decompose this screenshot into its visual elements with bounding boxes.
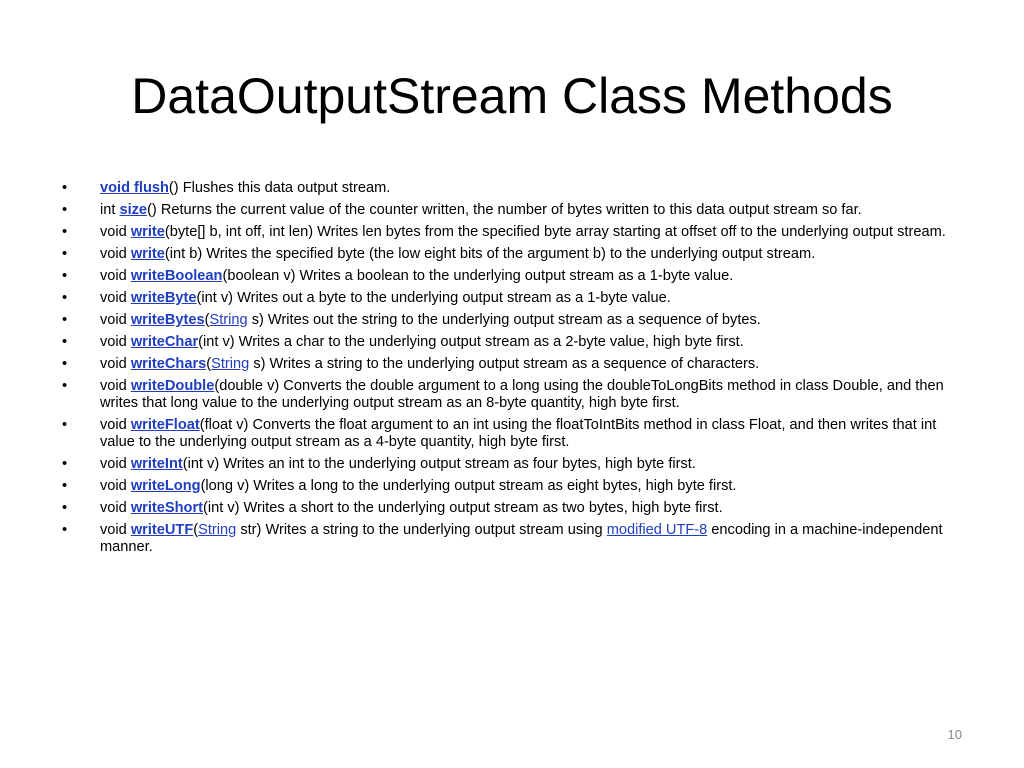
method-description: (boolean v) Writes a boolean to the underlying output stream as a 1-byte value. — [222, 268, 734, 284]
method-description: (int v) Writes a short to the underlying output stream as two bytes, high byte first. — [203, 500, 723, 516]
method-list — [62, 180, 967, 561]
return-type: void — [100, 478, 131, 494]
method-description: s) Writes a string to the underlying output stream as a sequence of characters. — [249, 356, 760, 372]
string-class-link[interactable]: String — [211, 356, 250, 372]
bullet-icon: • — [62, 246, 68, 262]
page-number: 10 — [947, 727, 962, 742]
list-item — [62, 522, 967, 556]
return-type: void — [100, 268, 131, 284]
list-item — [62, 246, 967, 263]
bullet-icon: • — [62, 202, 68, 218]
list-item — [62, 202, 967, 219]
method-link-size[interactable]: size — [119, 202, 148, 218]
return-type: void — [100, 356, 131, 372]
paren: ( — [206, 356, 212, 372]
method-link-writeshort[interactable]: writeShort — [130, 500, 203, 516]
bullet-icon: • — [62, 224, 68, 240]
bullet-icon: • — [62, 456, 68, 472]
paren: ( — [204, 312, 210, 328]
method-description: (int v) Writes out a byte to the underlying output stream as a 1-byte value. — [196, 290, 671, 306]
bullet-icon: • — [62, 417, 68, 433]
paren: ( — [193, 522, 199, 538]
method-description: (int b) Writes the specified byte (the low eight bits of the argument b) to the underlying output stream. — [164, 246, 816, 262]
modified-utf8-link[interactable]: modified UTF-8 — [606, 522, 708, 538]
method-link-writeutf[interactable]: writeUTF — [130, 522, 194, 538]
method-description: (byte[] b, int off, int len) Writes len bytes from the specified byte array starting at offset off to the underlying output stream. — [164, 224, 946, 240]
bullet-icon: • — [62, 356, 68, 372]
method-link-writelong[interactable]: writeLong — [130, 478, 201, 494]
method-link-write[interactable]: write — [130, 224, 165, 240]
return-type: void — [100, 500, 131, 516]
method-link-writeint[interactable]: writeInt — [130, 456, 183, 472]
bullet-icon: • — [62, 522, 68, 538]
list-item — [62, 312, 967, 329]
return-type: void — [100, 522, 131, 538]
list-item — [62, 417, 967, 451]
method-description: str) Writes a string to the underlying output stream using — [236, 522, 607, 538]
list-item — [62, 456, 967, 473]
method-link-flush[interactable]: void flush — [100, 180, 169, 196]
bullet-icon: • — [62, 334, 68, 350]
return-type: void — [100, 312, 131, 328]
list-item — [62, 356, 967, 373]
return-type: void — [100, 246, 131, 262]
method-link-writechars[interactable]: writeChars — [130, 356, 207, 372]
bullet-icon: • — [62, 500, 68, 516]
method-description-tail: encoding in a machine-independent manner. — [100, 522, 943, 555]
method-link-writefloat[interactable]: writeFloat — [130, 417, 200, 433]
list-item — [62, 268, 967, 285]
method-description: (int v) Writes a char to the underlying output stream as a 2-byte value, high byte first. — [198, 334, 744, 350]
list-item — [62, 334, 967, 351]
method-link-writeboolean[interactable]: writeBoolean — [130, 268, 223, 284]
method-link-write-int[interactable]: write — [130, 246, 165, 262]
bullet-icon: • — [62, 268, 68, 284]
list-item — [62, 180, 967, 197]
return-type: void — [100, 290, 131, 306]
bullet-icon: • — [62, 378, 68, 394]
method-link-writebytes[interactable]: writeBytes — [130, 312, 205, 328]
method-link-writedouble[interactable]: writeDouble — [130, 378, 215, 394]
method-description: (double v) Converts the double argument to a long using the doubleToLongBits method in class Double, and then writes that long value to the underlying output stream as an 8-byte quantity, high byte first. — [100, 378, 944, 411]
bullet-icon: • — [62, 312, 68, 328]
slide-title: DataOutputStream Class Methods — [131, 68, 893, 124]
method-description: () Flushes this data output stream. — [168, 180, 391, 196]
return-type: void — [100, 334, 131, 350]
return-type: void — [100, 224, 131, 240]
method-link-writechar[interactable]: writeChar — [130, 334, 199, 350]
bullet-icon: • — [62, 478, 68, 494]
list-item — [62, 224, 967, 241]
list-item — [62, 500, 967, 517]
return-type: int — [100, 202, 120, 218]
bullet-icon: • — [62, 290, 68, 306]
list-item — [62, 290, 967, 307]
string-class-link[interactable]: String — [209, 312, 248, 328]
list-item — [62, 478, 967, 495]
method-link-writebyte[interactable]: writeByte — [130, 290, 197, 306]
return-type: void — [100, 378, 131, 394]
return-type: void — [100, 417, 131, 433]
method-description: (int v) Writes an int to the underlying output stream as four bytes, high byte first. — [182, 456, 696, 472]
string-class-link[interactable]: String — [198, 522, 237, 538]
method-description: s) Writes out the string to the underlying output stream as a sequence of bytes. — [247, 312, 761, 328]
method-description: (float v) Converts the float argument to an int using the floatToIntBits method in class Float, and then writes that int value to the underlying output stream as a 4-byte quantity, high byte first. — [100, 417, 937, 450]
method-description: (long v) Writes a long to the underlying output stream as eight bytes, high byte first. — [200, 478, 737, 494]
bullet-icon: • — [62, 180, 68, 196]
list-item — [62, 378, 967, 412]
return-type: void — [100, 456, 131, 472]
method-description: () Returns the current value of the counter written, the number of bytes written to this data output stream so far. — [147, 202, 862, 218]
